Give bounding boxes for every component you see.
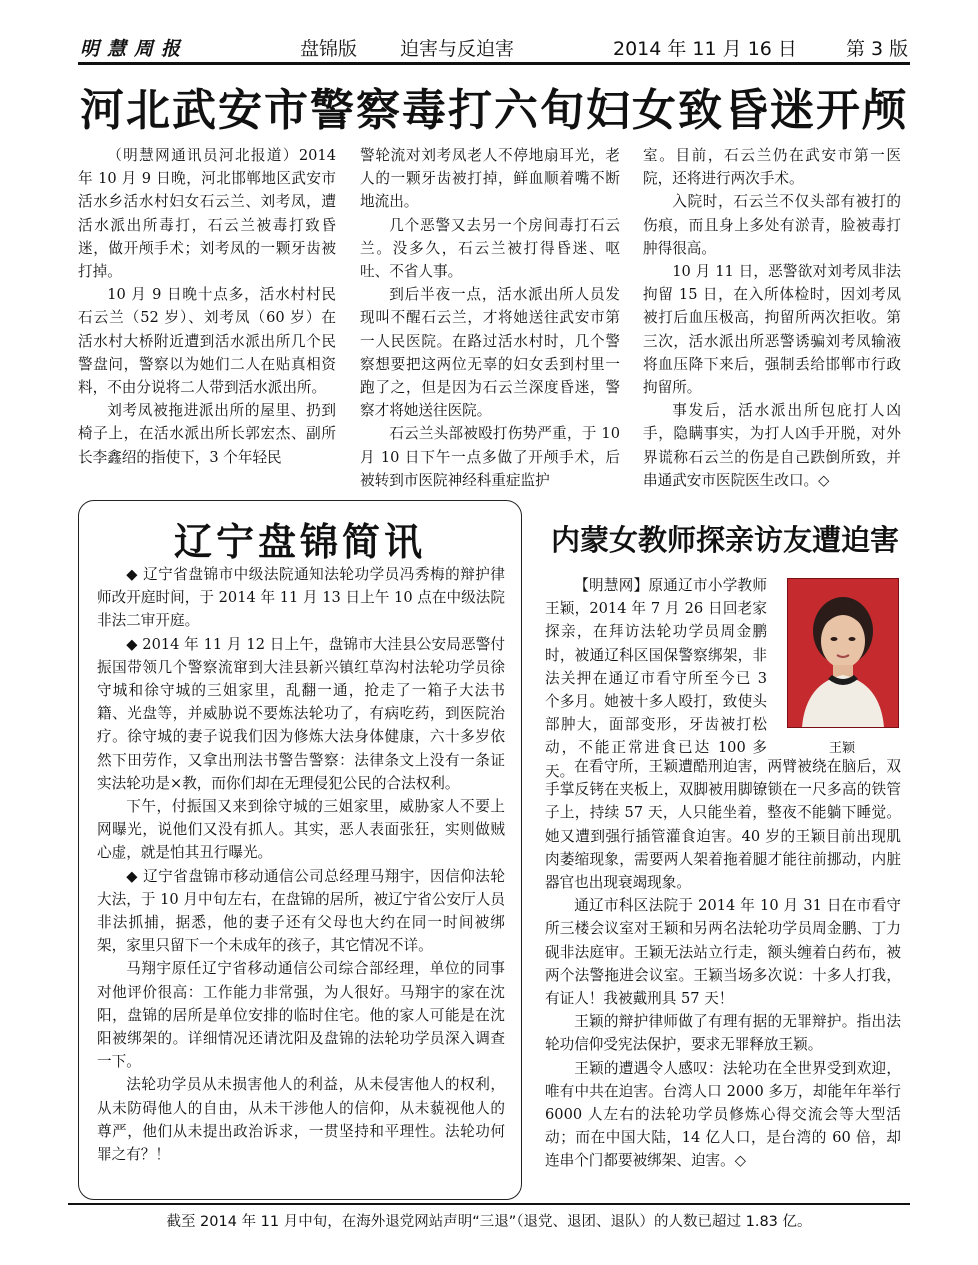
- article2-title: 辽宁盘锦简讯: [173, 519, 426, 564]
- edition-label: 盘锦版: [300, 38, 358, 60]
- panjin-news-box: [78, 500, 522, 1200]
- paragraph: 在看守所，王颖遭酷刑迫害，两臂被绕在脑后，双手掌反铐在夹板上，双脚被用脚镣锁在一尺多高的铁管子上，持续 57 天，人只能坐着，整夜不能躺下睡觉。她又遭到强行插管灌食迫害。40 岁的王颖目前出现肌肉萎缩现象，需要两人架着拖着腿才能往前挪动，内脏器官也出现衰竭现象。: [545, 758, 901, 892]
- photo-caption: 王颖: [828, 741, 855, 756]
- portrait-image: [788, 579, 898, 727]
- article3-intro: [545, 574, 767, 783]
- paragraph: 室。目前，石云兰仍在武安市第一医院，还将进行两次手术。: [643, 147, 901, 188]
- paragraph: 到后半夜一点，活水派出所人员发现叫不醒石云兰，才将她送往武安市第一人民医院。在路过活水村时，几个警察想要把这两位无辜的妇女丢到村里一跑了之，但是因为石云兰深度昏迷，警察才将她送往医院。: [360, 286, 620, 420]
- issue-date: 2014 年 11 月 16 日: [613, 38, 797, 60]
- article3-body: [545, 755, 901, 1173]
- page-number: 第 3 版: [846, 38, 909, 60]
- article1-column-1: [78, 144, 336, 469]
- paragraph: 石云兰头部被殴打伤势严重，于 10 月 10 日下午一点多做了开颅手术，后被转到市医院神经科重症监护: [360, 425, 620, 489]
- header-rule: [78, 62, 910, 65]
- footer-notice: 截至 2014 年 11 月中旬，在海外退党网站声明“三退”（退党、退团、退队）的人数已超过 1.83 亿。: [166, 1214, 812, 1230]
- paragraph: （明慧网通讯员河北报道）2014 年 10 月 9 日晚，河北邯郸地区武安市活水乡活水村妇女石云兰、刘考凤，遭活水派出所毒打，石云兰被毒打致昏迷，做开颅手术；刘考凤的一颗牙齿被打掉。: [78, 147, 336, 281]
- paragraph: 10 月 9 日晚十点多，活水村村民石云兰（52 岁）、刘考凤（60 岁）在活水村大桥附近遭到活水派出所几个民警盘问，警察以为她们二人在贴真相资料，不由分说将二人带到活水派出所。: [78, 286, 336, 397]
- paragraph: 法轮功学员从未损害他人的利益，从未侵害他人的权利，从未防碍他人的自由，从未干涉他人的信仰，从未藐视他人的尊严，他们从未提出政治诉求，一贯坚持和平理性。法轮功何罪之有？！: [97, 1076, 505, 1164]
- masthead: 明慧周报: [80, 38, 189, 60]
- paragraph: 几个恶警又去另一个房间毒打石云兰。没多久，石云兰被打得昏迷、呕吐、不省人事。: [360, 216, 620, 281]
- paragraph: 王颖的遭遇令人感叹：法轮功在全世界受到欢迎，唯有中共在迫害。台湾人口 2000 多万，却能年年举行 6000 人左右的法轮功学员修炼心得交流会等大型活动；而在中国大陆，14 亿人口，是台湾的 60 倍，却连串个门都要被绑架、迫害。◇: [545, 1059, 901, 1170]
- paragraph: 事发后，活水派出所包庇打人凶手，隐瞒事实，为打人凶手开脱，对外界谎称石云兰的伤是自己跌倒所致，并串通武安市医院医生改口。◇: [643, 402, 901, 489]
- article3-title: 内蒙女教师探亲访友遭迫害: [550, 523, 899, 557]
- article1-title: 河北武安市警察毒打六旬妇女致昏迷开颅: [80, 85, 908, 136]
- paragraph: ◆ 辽宁省盘锦市移动通信公司总经理马翔宇，因信仰法轮大法，于 10 月中旬左右，在盘锦的居所，被辽宁省公安厅人员非法抓捕，据悉，他的妻子还有父母也大约在同一时间被绑架，家里只留下一个未成年的孩子，其它情况不详。: [97, 867, 505, 955]
- paragraph: 下午，付振国又来到徐守城的三姐家里，威胁家人不要上网曝光，说他们又没有抓人。其实，恶人表面张狂，实则做贼心虚，就是怕其丑行曝光。: [97, 798, 505, 862]
- footer-rule: [68, 1203, 910, 1205]
- paragraph: 10 月 11 日，恶警欲对刘考凤非法拘留 15 日，在入所体检时，因刘考凤被打后血压极高，拘留所两次拒收。第三次，活水派出所恶警诱骗刘考凤输液将血压降下来后，强制丢给邯郸市行政拘留所。: [643, 263, 901, 397]
- paragraph: 马翔宇原任辽宁省移动通信公司综合部经理，单位的同事对他评价很高：工作能力非常强，为人很好。马翔宇的家在沈阳，盘锦的居所是单位安排的临时住宅。他的家人可能是在沈阳被绑架的。详细情况还请沈阳及盘锦的法轮功学员深入调查一下。: [97, 960, 505, 1071]
- paragraph: 王颖的辩护律师做了有理有据的无罪辩护。指出法轮功信仰受宪法保护，要求无罪释放王颖。: [545, 1013, 901, 1054]
- paragraph: 入院时，石云兰不仅头部有被打的伤痕，而且身上多处有淤青，脸被毒打肿得很高。: [643, 193, 901, 257]
- paragraph: 刘考凤被拖进派出所的屋里、扔到椅子上，在活水派出所长郭宏杰、副所长李鑫绍的指使下，3 个年轻民: [78, 402, 336, 466]
- paragraph: 【明慧网】原通辽市小学教师王颖，2014 年 7 月 26 日回老家探亲，在拜访法轮功学员周金鹏时，被通辽科区国保警察绑架，非法关押在通辽市看守所至今已 3 个多月。她被十多人殴打，致使头部肿大，面部变形，牙齿被打松动，不能正常进食已达 100 多天。: [545, 577, 767, 780]
- article1-column-3: [643, 144, 901, 492]
- paragraph: ◆ 2014 年 11 月 12 日上午，盘锦市大洼县公安局恶警付振国带领几个警察流窜到大洼县新兴镇红草沟村法轮功学员徐守城和徐守城的三姐家里，乱翻一通，抢走了一箱子大法书籍、光盘等，并威胁说不要炼法轮功了，有病吃药，到医院治疗。徐守城的妻子说我们因为修炼大法身体健康，六十多岁依然下田劳作，又拿出刑法书警告警察：法律条文上没有一条证实法轮功是×教，而你们却在无理侵犯公民的合法权利。: [97, 635, 505, 792]
- paragraph: 警轮流对刘考凤老人不停地扇耳光，老人的一颗牙齿被打掉，鲜血顺着嘴不断地流出。: [360, 147, 620, 211]
- paragraph: ◆ 辽宁省盘锦市中级法院通知法轮功学员冯秀梅的辩护律师改开庭时间，于 2014 年 11 月 13 日上午 10 点在中级法院非法二审开庭。: [97, 566, 505, 630]
- article2-body: [97, 563, 505, 1166]
- paragraph: 通辽市科区法院于 2014 年 10 月 31 日在市看守所三楼会议室对王颖和另两名法轮功学员周金鹏、丁力砚非法庭审。王颖无法站立行走，额头缠着白药布，被两个法警拖进会议室。王颖当场多次说：十多人打我，有证人！我被戴刑具 57 天！: [545, 897, 901, 1008]
- article1-column-2: [360, 144, 620, 492]
- section-label: 迫害与反迫害: [400, 38, 515, 60]
- page-header: [78, 30, 910, 62]
- portrait-photo: [787, 578, 899, 728]
